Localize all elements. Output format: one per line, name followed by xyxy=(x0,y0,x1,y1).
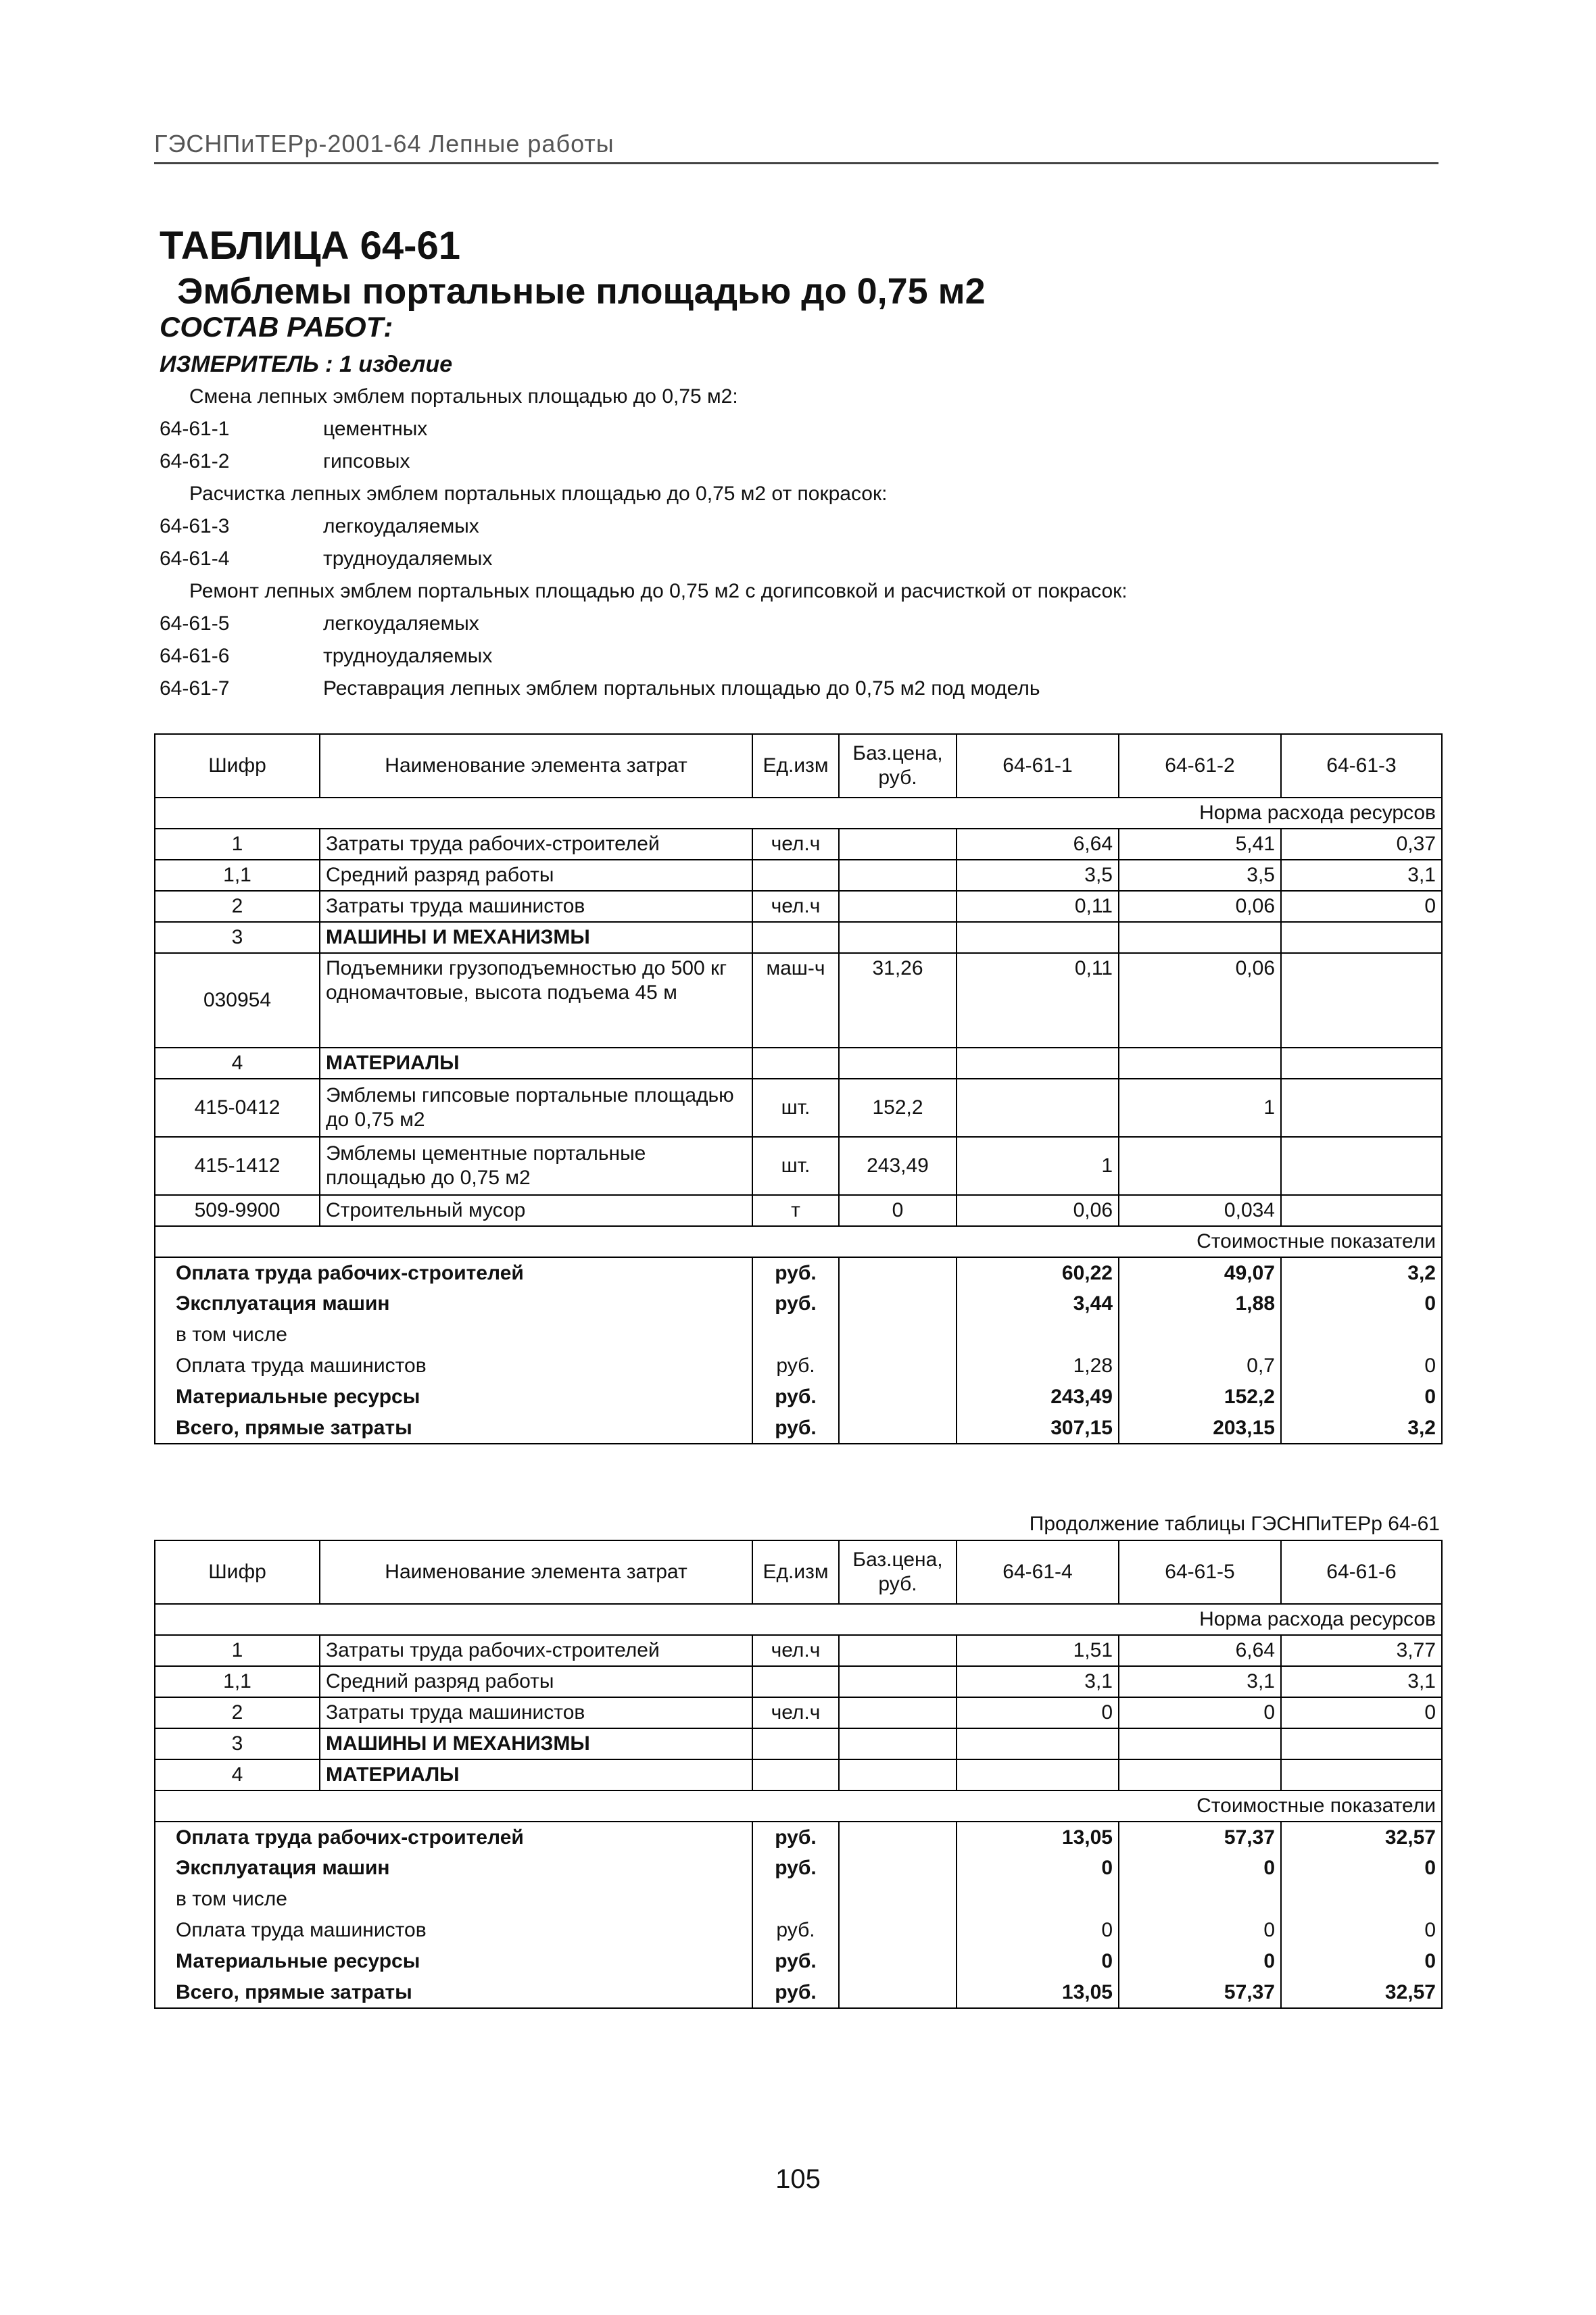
cost-row xyxy=(155,1288,1442,1319)
cost-value: 1,28 xyxy=(957,1350,1119,1382)
row-value: 0 xyxy=(1281,1697,1442,1728)
running-header: ГЭСНПиТЕРр-2001-64 Лепные работы xyxy=(154,130,614,157)
cost-empty xyxy=(839,1853,957,1884)
cost-unit: руб. xyxy=(752,1350,839,1382)
table-row xyxy=(155,953,1442,1048)
row-value xyxy=(1119,1759,1281,1790)
row-value xyxy=(1119,922,1281,953)
row-code: 4 xyxy=(155,1048,320,1079)
cost-value: 0 xyxy=(1281,1915,1442,1946)
cost-row xyxy=(155,1822,1442,1853)
work-item-code: 64-61-7 xyxy=(160,677,230,700)
cost-value: 243,49 xyxy=(957,1382,1119,1413)
cost-empty xyxy=(839,1946,957,1977)
cost-value: 0 xyxy=(1119,1853,1281,1884)
cost-value: 0 xyxy=(1281,1350,1442,1382)
cost-value xyxy=(1281,1319,1442,1350)
cost-value: 0 xyxy=(957,1915,1119,1946)
cost-row xyxy=(155,1382,1442,1413)
cost-value: 13,05 xyxy=(957,1977,1119,2008)
cost-name: в том числе xyxy=(155,1319,752,1350)
cost-empty xyxy=(839,1319,957,1350)
cost-empty xyxy=(839,1822,957,1853)
section-row xyxy=(155,1790,1442,1822)
cost-unit: руб. xyxy=(752,1288,839,1319)
cost-section-label: Стоимостные показатели xyxy=(155,1226,1442,1257)
row-name: Эмблемы цементные портальные площадью до 0,75 м2 xyxy=(320,1137,752,1195)
row-value: 1 xyxy=(1119,1079,1281,1137)
row-unit: шт. xyxy=(752,1079,839,1137)
row-code: 3 xyxy=(155,922,320,953)
cost-row xyxy=(155,1319,1442,1350)
column-header: Ед.изм xyxy=(752,734,839,798)
row-code: 1,1 xyxy=(155,860,320,891)
row-code: 1,1 xyxy=(155,1666,320,1697)
column-header: Баз.цена, руб. xyxy=(839,1540,957,1604)
cost-value xyxy=(957,1319,1119,1350)
row-value xyxy=(1119,1137,1281,1195)
page-number: 105 xyxy=(775,2164,821,2194)
cost-value: 3,2 xyxy=(1281,1413,1442,1444)
row-value: 0 xyxy=(957,1697,1119,1728)
cost-name: Материальные ресурсы xyxy=(155,1382,752,1413)
row-name: Строительный мусор xyxy=(320,1195,752,1226)
cost-unit: руб. xyxy=(752,1915,839,1946)
cost-value: 13,05 xyxy=(957,1822,1119,1853)
continuation-label: Продолжение таблицы ГЭСНПиТЕРр 64-61 xyxy=(1029,1513,1440,1535)
row-value xyxy=(1281,1048,1442,1079)
cost-empty xyxy=(839,1413,957,1444)
work-item-text: гипсовых xyxy=(323,450,410,472)
cost-unit: руб. xyxy=(752,1853,839,1884)
table-row xyxy=(155,1635,1442,1666)
cost-value: 0 xyxy=(1119,1946,1281,1977)
cost-name: в том числе xyxy=(155,1884,752,1915)
table-row xyxy=(155,860,1442,891)
resource-table-2 xyxy=(154,1540,1443,2009)
row-base-price xyxy=(839,1728,957,1759)
row-unit: шт. xyxy=(752,1137,839,1195)
work-item-code: 64-61-3 xyxy=(160,515,230,537)
row-unit: чел.ч xyxy=(752,829,839,860)
row-value: 3,1 xyxy=(1281,860,1442,891)
column-header: Ед.изм xyxy=(752,1540,839,1604)
cost-value: 307,15 xyxy=(957,1413,1119,1444)
row-value xyxy=(1281,1195,1442,1226)
row-code: 030954 xyxy=(155,953,320,1048)
row-value xyxy=(1119,1048,1281,1079)
cost-row xyxy=(155,1915,1442,1946)
row-value: 6,64 xyxy=(957,829,1119,860)
row-value xyxy=(1281,922,1442,953)
cost-value: 0 xyxy=(1281,1288,1442,1319)
row-value: 5,41 xyxy=(1119,829,1281,860)
row-unit xyxy=(752,1666,839,1697)
row-name: Средний разряд работы xyxy=(320,860,752,891)
row-base-price: 31,26 xyxy=(839,953,957,1048)
table-row xyxy=(155,891,1442,922)
row-value: 3,1 xyxy=(1119,1666,1281,1697)
cost-row xyxy=(155,1257,1442,1288)
row-value xyxy=(957,922,1119,953)
cost-value xyxy=(957,1884,1119,1915)
table-row xyxy=(155,1697,1442,1728)
cost-name: Всего, прямые затраты xyxy=(155,1977,752,2008)
cost-name: Оплата труда машинистов xyxy=(155,1350,752,1382)
table-row xyxy=(155,1666,1442,1697)
table-subtitle: Эмблемы портальные площадью до 0,75 м2 xyxy=(177,271,986,312)
work-item-code: 64-61-5 xyxy=(160,612,230,635)
row-code: 2 xyxy=(155,891,320,922)
table-row xyxy=(155,1079,1442,1137)
row-unit: чел.ч xyxy=(752,891,839,922)
cost-value: 152,2 xyxy=(1119,1382,1281,1413)
cost-unit: руб. xyxy=(752,1822,839,1853)
cost-name: Эксплуатация машин xyxy=(155,1853,752,1884)
row-name: Затраты труда рабочих-строителей xyxy=(320,1635,752,1666)
column-header: 64-61-3 xyxy=(1281,734,1442,798)
row-base-price xyxy=(839,1635,957,1666)
row-name: МАШИНЫ И МЕХАНИЗМЫ xyxy=(320,1728,752,1759)
column-header: 64-61-4 xyxy=(957,1540,1119,1604)
work-item-text: трудноудаляемых xyxy=(323,645,493,667)
table-row xyxy=(155,1048,1442,1079)
work-item-text: легкоудаляемых xyxy=(323,612,479,635)
row-base-price xyxy=(839,1666,957,1697)
row-value: 1 xyxy=(957,1137,1119,1195)
row-value xyxy=(1281,953,1442,1048)
row-code: 3 xyxy=(155,1728,320,1759)
cost-value xyxy=(1119,1319,1281,1350)
row-code: 1 xyxy=(155,829,320,860)
table-row xyxy=(155,1728,1442,1759)
row-value xyxy=(1281,1759,1442,1790)
row-base-price xyxy=(839,1048,957,1079)
cost-value xyxy=(1119,1884,1281,1915)
cost-unit: руб. xyxy=(752,1977,839,2008)
column-header: Шифр xyxy=(155,1540,320,1604)
row-unit: т xyxy=(752,1195,839,1226)
row-value: 0,11 xyxy=(957,891,1119,922)
cost-value: 32,57 xyxy=(1281,1822,1442,1853)
resource-table-1 xyxy=(154,733,1443,1444)
row-value: 0,06 xyxy=(957,1195,1119,1226)
row-value: 6,64 xyxy=(1119,1635,1281,1666)
row-name: Средний разряд работы xyxy=(320,1666,752,1697)
cost-value: 203,15 xyxy=(1119,1413,1281,1444)
column-header: Наименование элемента затрат xyxy=(320,734,752,798)
work-item-code: 64-61-1 xyxy=(160,418,230,440)
cost-unit: руб. xyxy=(752,1257,839,1288)
row-name: Затраты труда рабочих-строителей xyxy=(320,829,752,860)
work-composition-label: СОСТАВ РАБОТ: xyxy=(160,311,393,343)
table-row xyxy=(155,1195,1442,1226)
norm-section-label: Норма расхода ресурсов xyxy=(155,1604,1442,1635)
cost-value: 0 xyxy=(1281,1382,1442,1413)
cost-name: Всего, прямые затраты xyxy=(155,1413,752,1444)
row-value: 0,11 xyxy=(957,953,1119,1048)
cost-empty xyxy=(839,1350,957,1382)
work-group-text: Смена лепных эмблем портальных площадью до 0,75 м2: xyxy=(189,385,738,408)
column-header: 64-61-2 xyxy=(1119,734,1281,798)
column-header: 64-61-6 xyxy=(1281,1540,1442,1604)
cost-name: Эксплуатация машин xyxy=(155,1288,752,1319)
cost-row xyxy=(155,1350,1442,1382)
cost-value: 57,37 xyxy=(1119,1822,1281,1853)
table-title: ТАБЛИЦА 64-61 xyxy=(160,224,460,268)
row-value: 3,5 xyxy=(1119,860,1281,891)
row-value: 0,37 xyxy=(1281,829,1442,860)
section-row xyxy=(155,798,1442,829)
row-value: 0 xyxy=(1281,891,1442,922)
meter-label: ИЗМЕРИТЕЛЬ : 1 изделие xyxy=(160,351,453,377)
row-name: Подъемники грузоподъемностью до 500 кг одномачтовые, высота подъема 45 м xyxy=(320,953,752,1048)
row-unit: чел.ч xyxy=(752,1635,839,1666)
cost-value: 0 xyxy=(957,1946,1119,1977)
cost-value: 3,2 xyxy=(1281,1257,1442,1288)
row-base-price xyxy=(839,891,957,922)
column-header: Баз.цена, руб. xyxy=(839,734,957,798)
cost-value: 1,88 xyxy=(1119,1288,1281,1319)
row-unit xyxy=(752,860,839,891)
section-row xyxy=(155,1604,1442,1635)
row-code: 415-1412 xyxy=(155,1137,320,1195)
row-base-price xyxy=(839,1759,957,1790)
cost-empty xyxy=(839,1884,957,1915)
row-value xyxy=(957,1728,1119,1759)
row-unit xyxy=(752,1048,839,1079)
cost-value: 3,44 xyxy=(957,1288,1119,1319)
table-row xyxy=(155,922,1442,953)
cost-unit: руб. xyxy=(752,1946,839,1977)
row-unit xyxy=(752,922,839,953)
row-base-price xyxy=(839,829,957,860)
cost-value: 0 xyxy=(1281,1946,1442,1977)
row-value: 0 xyxy=(1119,1697,1281,1728)
cost-section-label: Стоимостные показатели xyxy=(155,1790,1442,1822)
row-code: 1 xyxy=(155,1635,320,1666)
row-value: 0,06 xyxy=(1119,953,1281,1048)
row-name: МАШИНЫ И МЕХАНИЗМЫ xyxy=(320,922,752,953)
row-value xyxy=(957,1759,1119,1790)
work-item-text: цементных xyxy=(323,418,428,440)
cost-empty xyxy=(839,1288,957,1319)
table-row xyxy=(155,1759,1442,1790)
cost-value: 49,07 xyxy=(1119,1257,1281,1288)
cost-row xyxy=(155,1853,1442,1884)
work-group-text: Расчистка лепных эмблем портальных площадью до 0,75 м2 от покрасок: xyxy=(189,483,888,505)
cost-value: 0 xyxy=(957,1853,1119,1884)
row-value: 0,06 xyxy=(1119,891,1281,922)
cost-name: Материальные ресурсы xyxy=(155,1946,752,1977)
cost-empty xyxy=(839,1257,957,1288)
row-value xyxy=(1281,1137,1442,1195)
table-header-row xyxy=(155,734,1442,798)
cost-name: Оплата труда рабочих-строителей xyxy=(155,1822,752,1853)
row-name: МАТЕРИАЛЫ xyxy=(320,1048,752,1079)
table-header-row xyxy=(155,1540,1442,1604)
row-code: 415-0412 xyxy=(155,1079,320,1137)
cost-row xyxy=(155,1413,1442,1444)
column-header: 64-61-5 xyxy=(1119,1540,1281,1604)
cost-name: Оплата труда машинистов xyxy=(155,1915,752,1946)
work-item-code: 64-61-6 xyxy=(160,645,230,667)
work-item-text: трудноудаляемых xyxy=(323,547,493,570)
column-header: Шифр xyxy=(155,734,320,798)
row-code: 509-9900 xyxy=(155,1195,320,1226)
row-value: 0,034 xyxy=(1119,1195,1281,1226)
row-value xyxy=(1119,1728,1281,1759)
column-header: Наименование элемента затрат xyxy=(320,1540,752,1604)
row-base-price xyxy=(839,1697,957,1728)
cost-name: Оплата труда рабочих-строителей xyxy=(155,1257,752,1288)
row-value: 3,1 xyxy=(957,1666,1119,1697)
section-row xyxy=(155,1226,1442,1257)
row-base-price: 0 xyxy=(839,1195,957,1226)
work-item-code: 64-61-4 xyxy=(160,547,230,570)
cost-empty xyxy=(839,1977,957,2008)
cost-value: 0,7 xyxy=(1119,1350,1281,1382)
cost-unit: руб. xyxy=(752,1413,839,1444)
cost-value: 0 xyxy=(1119,1915,1281,1946)
cost-unit: руб. xyxy=(752,1382,839,1413)
header-rule xyxy=(154,162,1438,164)
row-value: 3,77 xyxy=(1281,1635,1442,1666)
row-name: Затраты труда машинистов xyxy=(320,1697,752,1728)
cost-unit xyxy=(752,1884,839,1915)
cost-row xyxy=(155,1946,1442,1977)
norm-section-label: Норма расхода ресурсов xyxy=(155,798,1442,829)
cost-empty xyxy=(839,1382,957,1413)
work-item-code: 64-61-2 xyxy=(160,450,230,472)
work-item-text: легкоудаляемых xyxy=(323,515,479,537)
row-value xyxy=(957,1048,1119,1079)
cost-unit xyxy=(752,1319,839,1350)
row-unit xyxy=(752,1728,839,1759)
row-name: МАТЕРИАЛЫ xyxy=(320,1759,752,1790)
row-base-price: 152,2 xyxy=(839,1079,957,1137)
row-value: 1,51 xyxy=(957,1635,1119,1666)
cost-row xyxy=(155,1884,1442,1915)
row-value: 3,1 xyxy=(1281,1666,1442,1697)
cost-value: 0 xyxy=(1281,1853,1442,1884)
cost-value: 57,37 xyxy=(1119,1977,1281,2008)
row-value xyxy=(957,1079,1119,1137)
row-base-price: 243,49 xyxy=(839,1137,957,1195)
row-code: 2 xyxy=(155,1697,320,1728)
row-unit: маш-ч xyxy=(752,953,839,1048)
row-unit: чел.ч xyxy=(752,1697,839,1728)
row-value xyxy=(1281,1079,1442,1137)
row-name: Эмблемы гипсовые портальные площадью до 0,75 м2 xyxy=(320,1079,752,1137)
cost-value xyxy=(1281,1884,1442,1915)
row-base-price xyxy=(839,860,957,891)
cost-value: 60,22 xyxy=(957,1257,1119,1288)
cost-empty xyxy=(839,1915,957,1946)
column-header: 64-61-1 xyxy=(957,734,1119,798)
cost-value: 32,57 xyxy=(1281,1977,1442,2008)
row-unit xyxy=(752,1759,839,1790)
row-value xyxy=(1281,1728,1442,1759)
row-base-price xyxy=(839,922,957,953)
row-code: 4 xyxy=(155,1759,320,1790)
table-row xyxy=(155,829,1442,860)
row-value: 3,5 xyxy=(957,860,1119,891)
work-item-text: Реставрация лепных эмблем портальных площадью до 0,75 м2 под модель xyxy=(323,677,1040,700)
work-group-text: Ремонт лепных эмблем портальных площадью до 0,75 м2 с догипсовкой и расчисткой от покрасок: xyxy=(189,580,1128,602)
cost-row xyxy=(155,1977,1442,2008)
table-row xyxy=(155,1137,1442,1195)
row-name: Затраты труда машинистов xyxy=(320,891,752,922)
